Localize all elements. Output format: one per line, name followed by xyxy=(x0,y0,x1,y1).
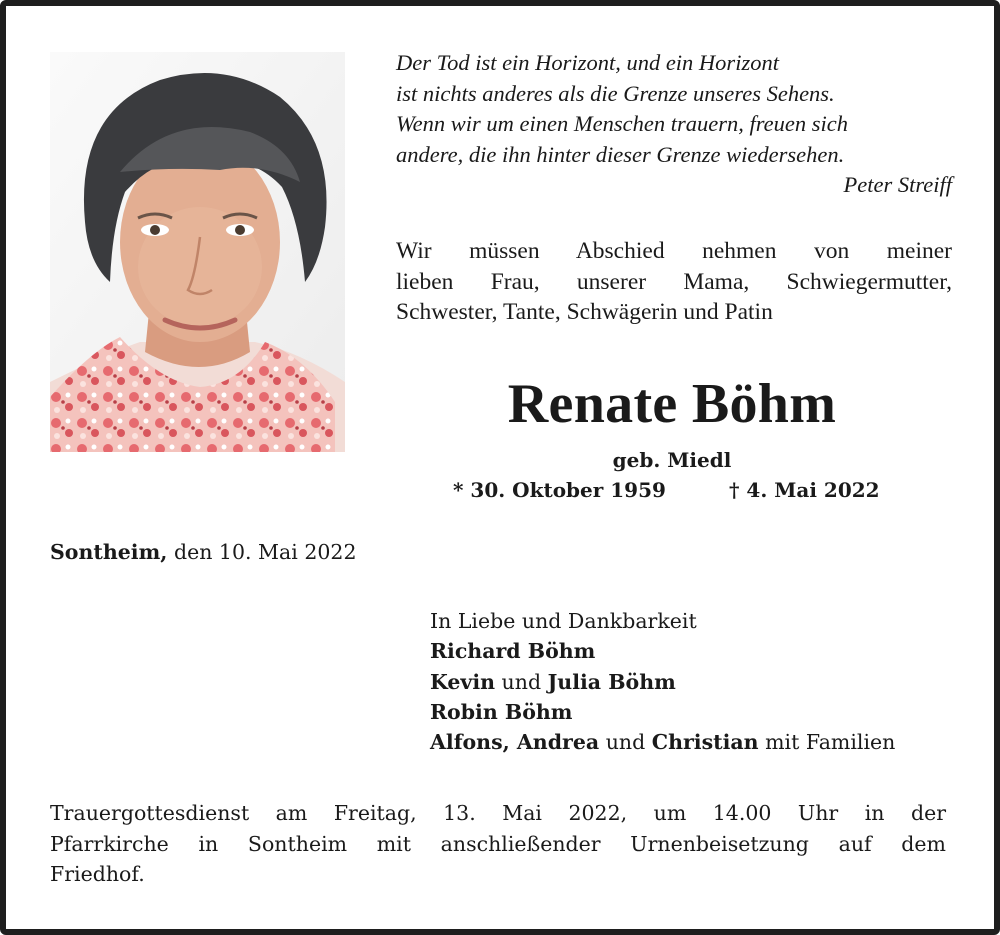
mourner-row xyxy=(430,697,960,727)
place-and-date xyxy=(50,540,357,564)
mourner-suffix: mit Familien xyxy=(765,730,896,755)
service-line: Friedhof. xyxy=(50,862,145,886)
deceased-name: Renate Böhm xyxy=(507,373,837,435)
birth-name: geb. Miedl xyxy=(612,448,732,472)
quote-line: Wenn wir um einen Menschen trauern, freuen sich xyxy=(396,111,848,136)
portrait-illustration xyxy=(50,52,345,452)
service-line: Pfarrkirche in Sontheim mit anschließender Urnenbeisetzung auf dem xyxy=(50,831,946,856)
quote-author: Peter Streiff xyxy=(843,172,952,197)
epitaph-quote xyxy=(396,48,956,201)
conjunction: und xyxy=(501,669,542,694)
life-dates xyxy=(453,478,893,502)
notice-date: den 10. Mai 2022 xyxy=(173,540,357,564)
service-line: Trauergottesdienst am Freitag, 13. Mai 2022, um 14.00 Uhr in der xyxy=(50,801,946,825)
mourner-row xyxy=(430,636,960,666)
death-date: † 4. Mai 2022 xyxy=(729,478,880,502)
portrait-photo xyxy=(50,52,345,452)
farewell-line: Schwester, Tante, Schwägerin und Patin xyxy=(396,299,773,325)
birth-date: * 30. Oktober 1959 xyxy=(453,478,666,502)
mourner-name: Julia Böhm xyxy=(547,669,676,694)
conjunction: und xyxy=(605,730,646,755)
mourner-name: Richard Böhm xyxy=(430,639,596,664)
mourners-intro: In Liebe und Dankbarkeit xyxy=(430,609,697,633)
mourner-name: Alfons, Andrea xyxy=(430,730,600,755)
place-name: Sontheim, xyxy=(50,540,168,564)
mourners-list xyxy=(430,606,960,757)
farewell-text xyxy=(396,236,952,328)
farewell-line: lieben Frau, unserer Mama, Schwiegermutter, xyxy=(396,268,952,295)
mourner-name: Robin Böhm xyxy=(430,699,573,724)
farewell-line: Wir müssen Abschied nehmen von meiner xyxy=(396,238,952,264)
mourner-name: Christian xyxy=(651,730,759,755)
quote-line: Der Tod ist ein Horizont, und ein Horizont xyxy=(396,50,779,75)
quote-line: andere, die ihn hinter dieser Grenze wiedersehen. xyxy=(396,141,845,167)
funeral-service-info xyxy=(50,798,946,890)
mourner-row xyxy=(430,727,960,757)
quote-line: ist nichts anderes als die Grenze unseres Sehens. xyxy=(396,80,835,106)
mourner-row xyxy=(430,667,960,697)
mourner-name: Kevin xyxy=(430,669,496,694)
